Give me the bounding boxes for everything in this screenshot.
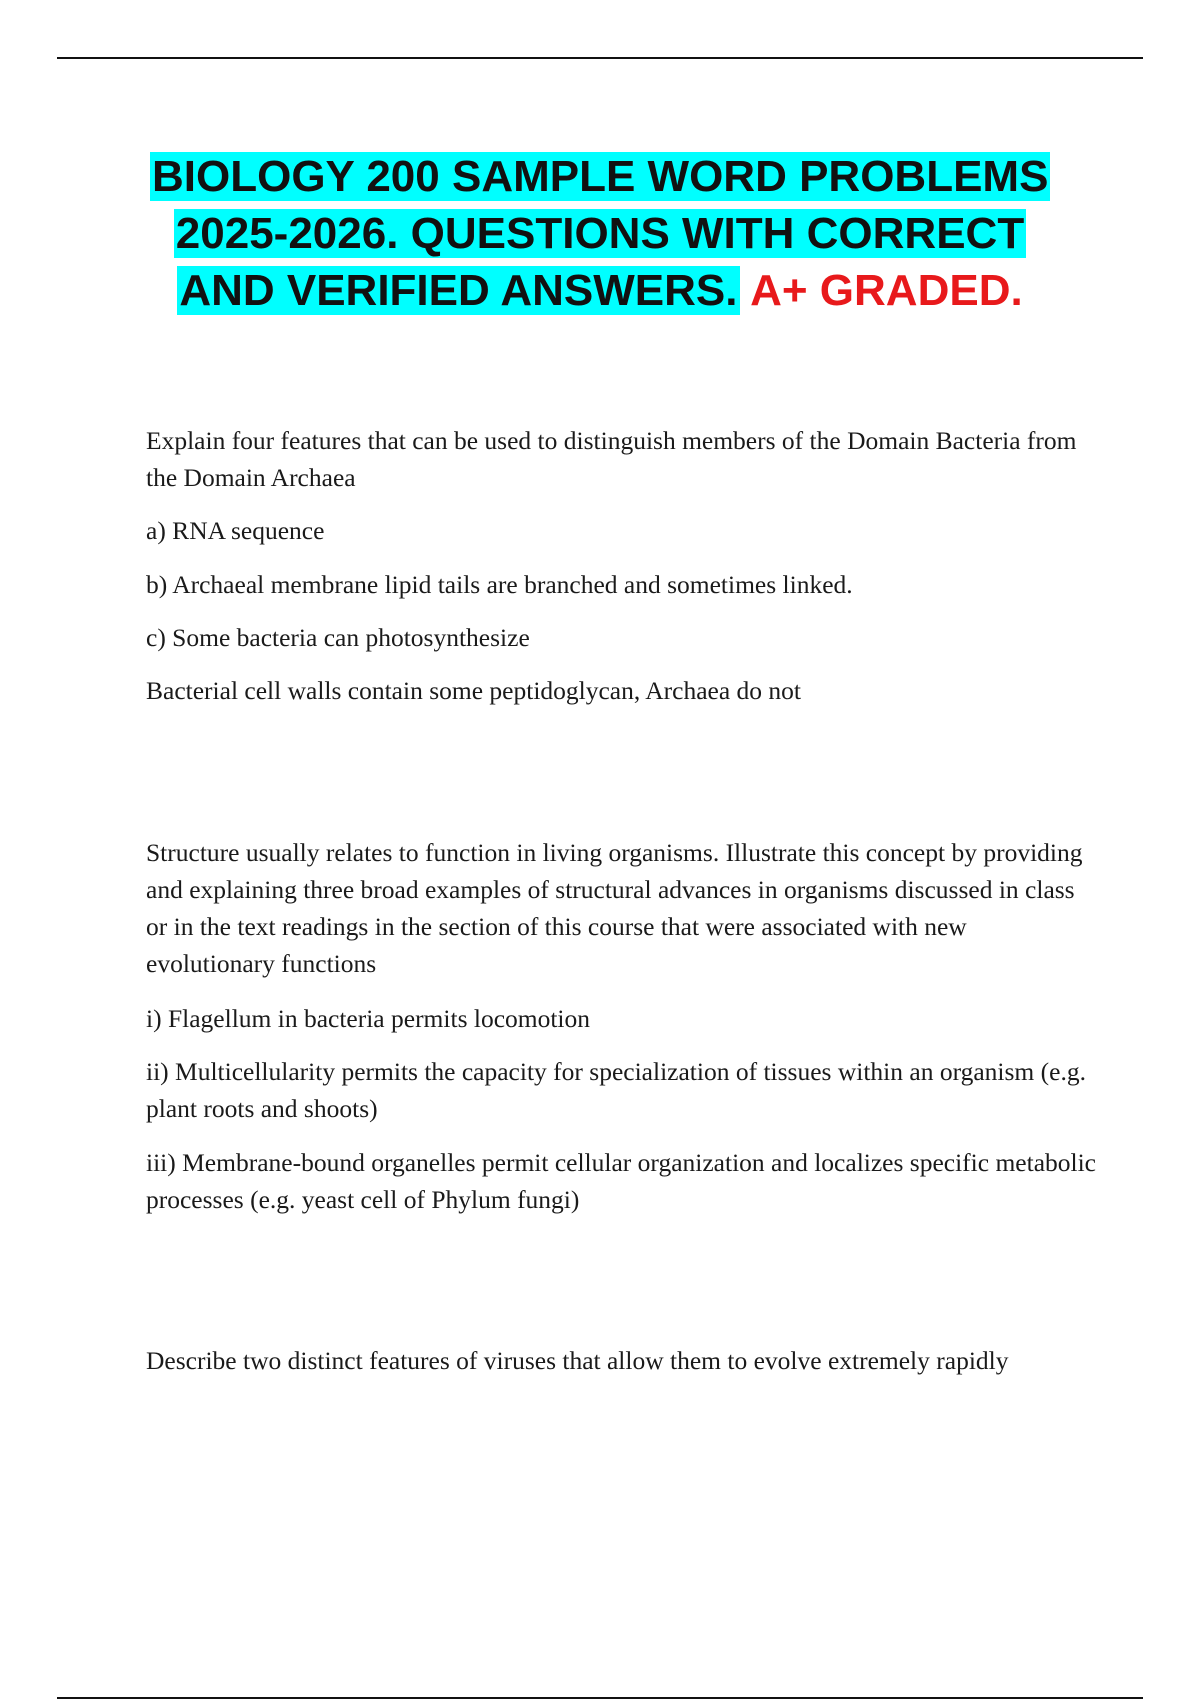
question-1-prompt: Explain four features that can be used to distinguish members of the Domain Bacteria from the Domain Archaea — [146, 426, 1077, 492]
top-rule — [57, 57, 1143, 59]
question-2-answer-iii: iii) Membrane-bound organelles permit cellular organization and localizes specific metabolic processes (e.g. yeast cell of Phylum fungi) — [146, 1148, 1096, 1214]
title-grade-text: A+ GRADED. — [750, 266, 1023, 315]
document-title — [150, 148, 1050, 319]
question-1-answer-a: a) RNA sequence — [146, 516, 325, 545]
bottom-rule — [57, 1697, 1143, 1699]
question-1-answer-c: c) Some bacteria can photosynthesize — [146, 623, 530, 652]
question-1-answer-d: Bacterial cell walls contain some peptidoglycan, Archaea do not — [146, 676, 801, 705]
question-2-answer-ii: ii) Multicellularity permits the capacity for specialization of tissues within an organism (e.g. plant roots and shoots) — [146, 1057, 1086, 1123]
question-2-prompt: Structure usually relates to function in living organisms. Illustrate this concept by providing and explaining three broad examples of structural advances in organisms discussed in class or in the text readings in the section of this course that were associated with new evolutionary functions — [146, 838, 1083, 978]
title-highlighted-text: BIOLOGY 200 SAMPLE WORD PROBLEMS 2025-2026. QUESTIONS WITH CORRECT AND VERIFIED ANSWERS. — [152, 152, 1049, 315]
question-3-prompt: Describe two distinct features of viruses that allow them to evolve extremely rapidly — [146, 1346, 1009, 1375]
question-1-answer-b: b) Archaeal membrane lipid tails are branched and sometimes linked. — [146, 570, 853, 599]
question-2-answer-i: i) Flagellum in bacteria permits locomotion — [146, 1004, 591, 1033]
